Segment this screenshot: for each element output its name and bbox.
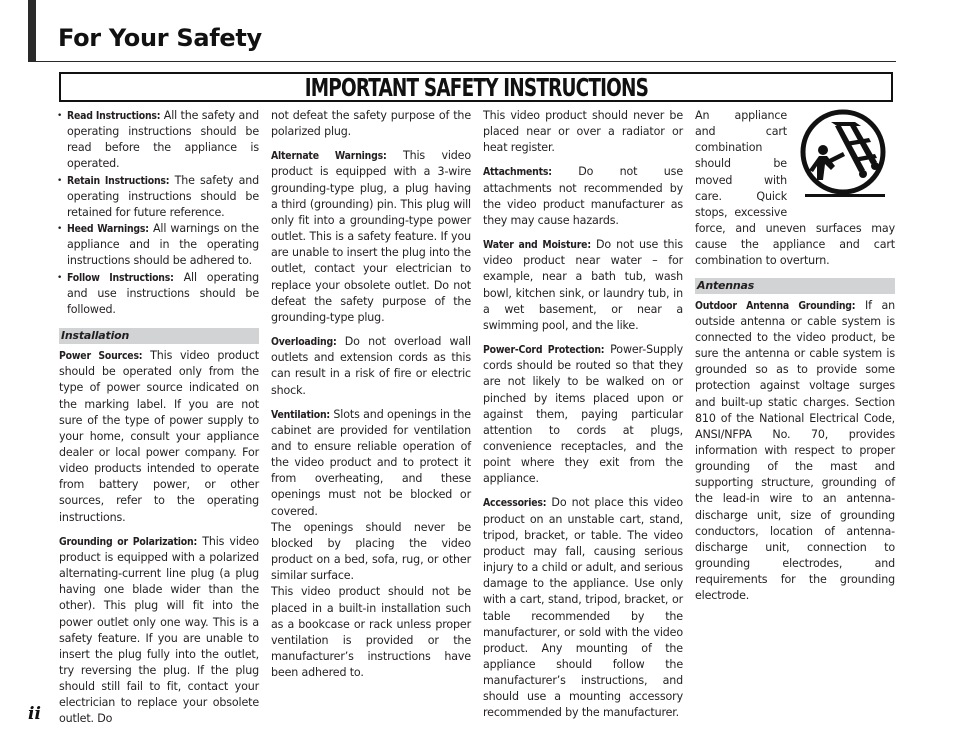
paragraph-outdoor-antenna <box>695 298 895 605</box>
list-item <box>59 270 259 318</box>
header-rule-corner <box>28 60 36 62</box>
paragraph-label: Power Sources: <box>59 350 143 363</box>
header-rule <box>36 61 896 62</box>
paragraph-attachments <box>483 164 683 229</box>
paragraph-ventilation <box>271 407 471 520</box>
paragraph-label: Alternate Warnings: <box>271 150 387 163</box>
page-number: ii <box>28 704 41 724</box>
cart-warning-icon <box>791 108 895 212</box>
paragraph-alternate-warnings <box>271 148 471 326</box>
item-label: Follow Instructions: <box>67 271 174 284</box>
paragraph-continuation: This video product should never be placed near or over a radiator or heat register. <box>483 109 683 155</box>
paragraph-text: Do not use this video product near water – for example, near a bath tub, wash bowl, kitchen sink, or laundry tub, in a wet basement, or near a swimming pool, and the like. <box>483 238 683 332</box>
instructions-list <box>59 108 259 318</box>
paragraph-text: Do not use attachments not recommended by the video product manufacturer as they may cause hazards. <box>483 165 683 227</box>
paragraph-label: Overloading: <box>271 336 337 349</box>
paragraph-text: This video product is equipped with a 3-wire grounding-type plug, a plug having a third (grounding) pin. This plug will only fit into a grounding-type power outlet. This is a safety feature. If you are unable to insert the plug into the outlet, contact your electrician to replace your obsolete outlet. Do not defeat the safety purpose of the grounding-type plug. <box>271 149 471 324</box>
paragraph-water-moisture <box>483 237 683 334</box>
item-text: All the safety and operating instructions should be read before the appliance is operated. <box>67 109 259 171</box>
paragraph-text: This video product is equipped with a polarized alternating-current line plug (a plug having one blade wider than the other). This plug will fit into the power outlet only one way. This is a safety feature. If you are unable to insert the plug fully into the outlet, try reversing the plug. If the plug should still fail to fit, contact your electrician to replace your obsolete outlet. Do <box>59 534 259 726</box>
list-item <box>59 221 259 269</box>
paragraph-label: Power-Cord Protection: <box>483 344 605 357</box>
list-item <box>59 108 259 173</box>
item-text: The safety and operating instructions should be retained for future reference. <box>67 173 259 219</box>
column-3 <box>483 108 683 722</box>
paragraph-overloading <box>271 334 471 399</box>
paragraph-label: Ventilation: <box>271 408 330 421</box>
item-label: Read Instructions: <box>67 110 161 122</box>
paragraph-grounding <box>59 534 259 728</box>
paragraph-text: Power-Supply cords should be routed so that they are not likely to be walked on or pinched by items placed upon or against them, paying particular attention to cords at plugs, convenience receptacles, and the point where they exit from the appliance. <box>483 343 683 486</box>
paragraph-label: Attachments: <box>483 166 552 179</box>
list-item <box>59 173 259 221</box>
item-text: All warnings on the appliance and in the operating instructions should be adhered to. <box>67 222 259 268</box>
item-text: All operating and use instructions should be followed. <box>67 270 259 316</box>
paragraph-ventilation-2: The openings should never be blocked by placing the video product on a bed, sofa, rug, or other similar surface. <box>271 520 471 583</box>
banner-title: IMPORTANT SAFETY INSTRUCTIONS <box>304 73 648 102</box>
column-4 <box>695 108 895 605</box>
paragraph-text: If an outside antenna or cable system is connected to the video product, be sure the antenna or cable system is grounded so as to provide some protection against voltage surges and built-up static charges. Section 810 of the National Electrical Code, ANSI/NFPA No. 70, provides information with respect to proper grounding of the mast and supporting structure, grounding of the lead-in wire to an antenna-discharge unit, size of grounding conductors, location of antenna-discharge unit, connection to grounding electrodes, and requirements for the grounding electrode. <box>695 298 895 603</box>
paragraph-text: Do not overload wall outlets and extension cords as this can result in a risk of fire or electric shock. <box>271 335 471 397</box>
paragraph-label: Grounding or Polarization: <box>59 535 198 548</box>
paragraph-label: Water and Moisture: <box>483 239 591 252</box>
header-accent-bar <box>28 0 36 60</box>
section-heading-installation: Installation <box>59 328 259 344</box>
paragraph-accessories <box>483 495 683 721</box>
paragraph-label: Outdoor Antenna Grounding: <box>695 299 856 312</box>
paragraph-continuation: not defeat the safety purpose of the polarized plug. <box>271 109 471 139</box>
paragraph-power-sources <box>59 348 259 526</box>
item-label: Retain Instructions: <box>67 174 170 187</box>
cart-tip-over-icon <box>791 108 895 204</box>
paragraph-ventilation-3: This video product should not be placed in a built-in installation such as a bookcase or rack unless proper ventilation is provided or the manufacturer’s instructions have been adhered to. <box>271 585 471 680</box>
section-heading-antennas: Antennas <box>695 278 895 294</box>
item-label: Heed Warnings: <box>67 223 149 236</box>
paragraph-cart-warning: An appliance and cart combination should be moved with care. Quick stops, excessive force, and uneven surfaces may cause the appliance and cart combination to overturn. <box>695 109 895 268</box>
column-2 <box>271 108 471 681</box>
page-title: For Your Safety <box>58 24 262 52</box>
paragraph-text: This video product should be operated only from the type of power source indicated on the marking label. If you are not sure of the type of power supply to your home, consult your appliance dealer or local power company. For video products intended to operate from battery power, or other sources, refer to the operating instructions. <box>59 349 259 524</box>
paragraph-text: Slots and openings in the cabinet are provided for ventilation and to ensure reliable operation of the video product and to protect it from overheating, and these openings must not be blocked or covered. <box>271 407 471 518</box>
column-1 <box>59 108 259 728</box>
paragraph-power-cord <box>483 342 683 487</box>
paragraph-label: Accessories: <box>483 497 547 510</box>
paragraph-text: Do not place this video product on an unstable cart, stand, tripod, bracket, or table. The video product may fall, causing serious injury to a child or adult, and serious damage to the appliance. Use only with a cart, stand, tripod, bracket, or table recommended by the manufacturer, or sold with the video product. Any mounting of the appliance should follow the manufacturer’s instructions, and should use a mounting accessory recommended by the manufacturer. <box>483 496 683 720</box>
safety-banner <box>59 72 893 102</box>
